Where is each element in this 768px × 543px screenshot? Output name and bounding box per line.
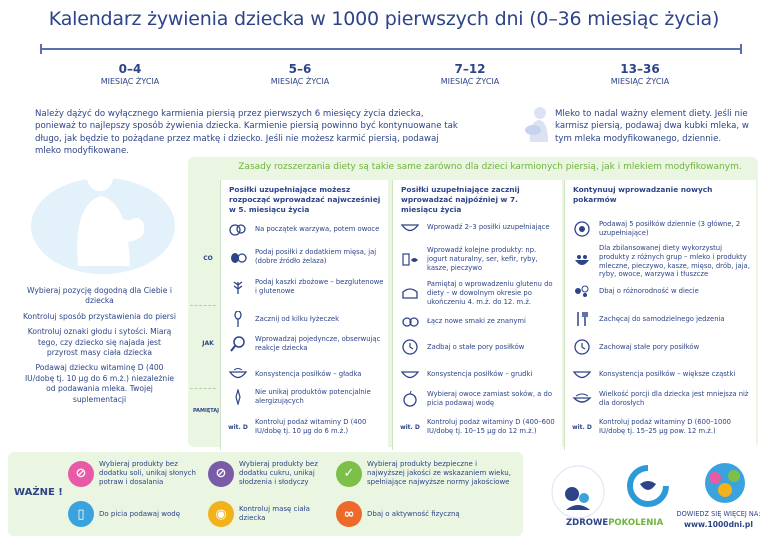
bowl-icon [399, 218, 421, 236]
column-header: Posiłki uzupełniające możesz rozpocząć wprowadzać najwcześniej w 5. miesiącu życia [229, 185, 381, 214]
important-item-no-sugar: ⊘ Wybieraj produkty bez dodatku cukru, unikaj słodzenia i słodyczy [208, 460, 333, 487]
scale-icon: ◉ [208, 501, 234, 527]
dairy-fish-icon [399, 250, 421, 268]
list-item: Podawaj 5 posiłków dziennie (3 główne, 2 uzupełniające) [565, 220, 756, 238]
timeline-label-13-36: 13–36 MIESIĄC ŻYCIA [610, 62, 670, 86]
grain-icon [227, 278, 249, 296]
meat-egg-icon [227, 248, 249, 266]
bowl-icon [399, 365, 421, 383]
bread-icon [399, 284, 421, 302]
plate-icon [571, 220, 593, 238]
allergen-icon [227, 388, 249, 406]
bowl-icon [227, 365, 249, 383]
bowl-icon [571, 365, 593, 383]
important-item-no-salt: ⊘ Wybieraj produkty bez dodatku soli, unikaj słonych potraw i dosalania [68, 460, 203, 487]
czd-logo [618, 462, 678, 512]
magnifier-icon [227, 335, 249, 353]
list-item: Zachęcaj do samodzielnego jedzenia [565, 310, 756, 328]
list-item: Dla zbilansowanej diety wykorzystuj produkty z różnych grup – mleko i produkty mleczne, pieczywo, kasze, mięso, drób, jaja, ryby, owoce, warzywa i tłuszcze [565, 244, 756, 279]
column-header: Posiłki uzupełniające zacznij wprowadzać najpóźniej w 7. miesiącu życia [401, 185, 520, 214]
list-item: Wprowadź kolejne produkty: np. jogurt naturalny, ser, kefir, ryby, kasze, pieczywo [393, 246, 562, 272]
clock-icon [399, 338, 421, 356]
vitamin-d-label: wit. D [572, 423, 592, 431]
column-7-12 [392, 180, 562, 450]
list-item: Pamiętaj o wprowadzeniu glutenu do diety – w dowolnym okresie po ukończeniu 4. m.ż. do 12. m.ż. [393, 280, 562, 306]
no-salt-icon: ⊘ [68, 461, 94, 487]
list-item: wit. D Kontroluj podaż witaminy D (400 IU/dobę tj. 10 µg do 6 m.ż.) [228, 418, 367, 435]
tip-hunger-signs: Kontroluj oznaki głodu i sytości. Miarą tego, czy dziecko się najada jest przyrost masy ciała dziecka [27, 327, 172, 358]
breastfeeding-illustration [28, 156, 178, 276]
list-item: Wprowadź 2–3 posiłki uzupełniające [393, 218, 562, 236]
row-label-pamietaj: PAMIĘTAJ [192, 408, 220, 414]
rules-banner: Zasady rozszerzania diety są takie same zarówno dla dzieci karmionych piersią, jak i mlekiem modyfikowanym. [238, 162, 742, 172]
page-title: Kalendarz żywienia dziecka w 1000 pierwszych dni (0–36 miesiąc życia) [48, 8, 720, 30]
variety-icon [571, 282, 593, 300]
intro-milk: Mleko to nadal ważny element diety. Jeśli nie karmisz piersią, podawaj dwa kubki mleka, w tym mleka modyfikowanego, dziennie. [555, 109, 749, 144]
spoon-icon [227, 310, 249, 328]
timeline-label-7-12: 7–12 MIESIĄC ŻYCIA [440, 62, 500, 86]
timeline-label-0-4: 0–4 MIESIĄC ŻYCIA [100, 62, 160, 86]
cutlery-icon [571, 310, 593, 328]
list-item: Konsystencja posiłków – gładka [221, 365, 388, 383]
list-item: Konsystencja posiłków – większe cząstki [565, 365, 756, 383]
list-item: Łącz nowe smaki ze znanymi [393, 312, 562, 330]
intro-breastfeeding: Należy dążyć do wyłącznego karmienia piersią przez pierwszych 6 miesięcy życia dziecka, ponieważ to najlepszy sposób żywienia dziecka. Karmienie piersią powinno być kontynuowane tak długo, jak będzie to pożądane przez matkę i dziecko. Jeśli nie możesz karmić piersią, podawaj mleko modyfikowane. [35, 109, 458, 156]
row-label-jak: JAK [202, 340, 214, 347]
list-item: wit. D Kontroluj podaż witaminy D (400–600 IU/dobę tj. 10–15 µg do 12 m.ż.) [400, 418, 555, 435]
column-header: Kontynuuj wprowadzanie nowych pokarmów [573, 185, 713, 204]
row-label-co: CO [203, 255, 213, 262]
list-item: Nie unikaj produktów potencjalnie alergizujących [221, 388, 388, 406]
feeding-tips [22, 286, 177, 410]
list-item: wit. D Kontroluj podaż witaminy D (600–1000 IU/dobę tj. 15–25 µg pow. 12 m.ż.) [572, 418, 731, 435]
1000-dni-logo [700, 460, 750, 506]
imid-logo [548, 462, 608, 522]
mother-with-child-icon [516, 104, 556, 144]
list-item: Na początek warzywa, potem owoce [221, 220, 388, 238]
learn-more-label: DOWIEDZ SIĘ WIĘCEJ NA: [676, 510, 761, 518]
list-item: Zadbaj o stałe pory posiłków [393, 338, 562, 356]
list-item: Podaj kaszki zbożowe – bezglutenowe i glutenowe [221, 278, 388, 296]
list-item: Wybieraj owoce zamiast soków, a do picia podawaj wodę [393, 390, 562, 408]
column-13-36 [564, 180, 756, 450]
fruit-icon [399, 312, 421, 330]
check-icon: ✓ [336, 461, 362, 487]
important-item-weight: ◉ Kontroluj masę ciała dziecka [208, 501, 333, 527]
column-5-6 [220, 180, 388, 450]
list-item: Dbaj o różnorodność w diecie [565, 282, 756, 300]
list-item: Wielkość porcji dla dziecka jest mniejsza niż dla dorosłych [565, 390, 756, 408]
list-item: Zachowaj stałe pory posiłków [565, 338, 756, 356]
vegetables-icon [227, 220, 249, 238]
important-item-water: ▯ Do picia podawaj wodę [68, 501, 203, 527]
water-icon: ▯ [68, 501, 94, 527]
important-item-quality: ✓ Wybieraj produkty bezpieczne i najwyższej jakości ze wskazaniem wieku, spełniające najwyższe normy jakościowe [336, 460, 516, 487]
website-link[interactable]: www.1000dni.pl [684, 520, 753, 529]
important-label: WAŻNE ! [14, 487, 63, 498]
clock-icon [571, 338, 593, 356]
no-sugar-icon: ⊘ [208, 461, 234, 487]
portion-icon [571, 390, 593, 408]
tip-latch: Kontroluj sposób przystawienia do piersi [22, 311, 176, 321]
zdrowe-pokolenia-logo: ZDROWEPOKOLENIA [566, 518, 664, 528]
list-item: Podaj posiłki z dodatkiem mięsa, jaj (dobre źródło żelaza) [221, 248, 388, 266]
list-item: Wprowadzaj pojedyncze, obserwując reakcje dziecka [221, 335, 388, 353]
important-item-activity: ∞ Dbaj o aktywność fizyczną [336, 501, 486, 527]
bike-icon: ∞ [336, 501, 362, 527]
tip-vitamin-d: Podawaj dziecku witaminę D (400 IU/dobę tj. 10 µg do 6 m.ż.) niezależnie od podawania mleka. Twojej suplementacji [24, 363, 175, 404]
vitamin-d-label: wit. D [400, 423, 420, 431]
tip-position: Wybieraj pozycję dogodną dla Ciebie i dziecka [27, 286, 172, 306]
food-groups-icon [571, 253, 593, 271]
age-timeline [40, 44, 740, 54]
list-item: Konsystencja posiłków – grudki [393, 365, 562, 383]
vitamin-d-label: wit. D [228, 423, 248, 431]
list-item: Zacznij od kilku łyżeczek [221, 310, 388, 328]
apple-icon [399, 390, 421, 408]
timeline-label-5-6: 5–6 MIESIĄC ŻYCIA [270, 62, 330, 86]
